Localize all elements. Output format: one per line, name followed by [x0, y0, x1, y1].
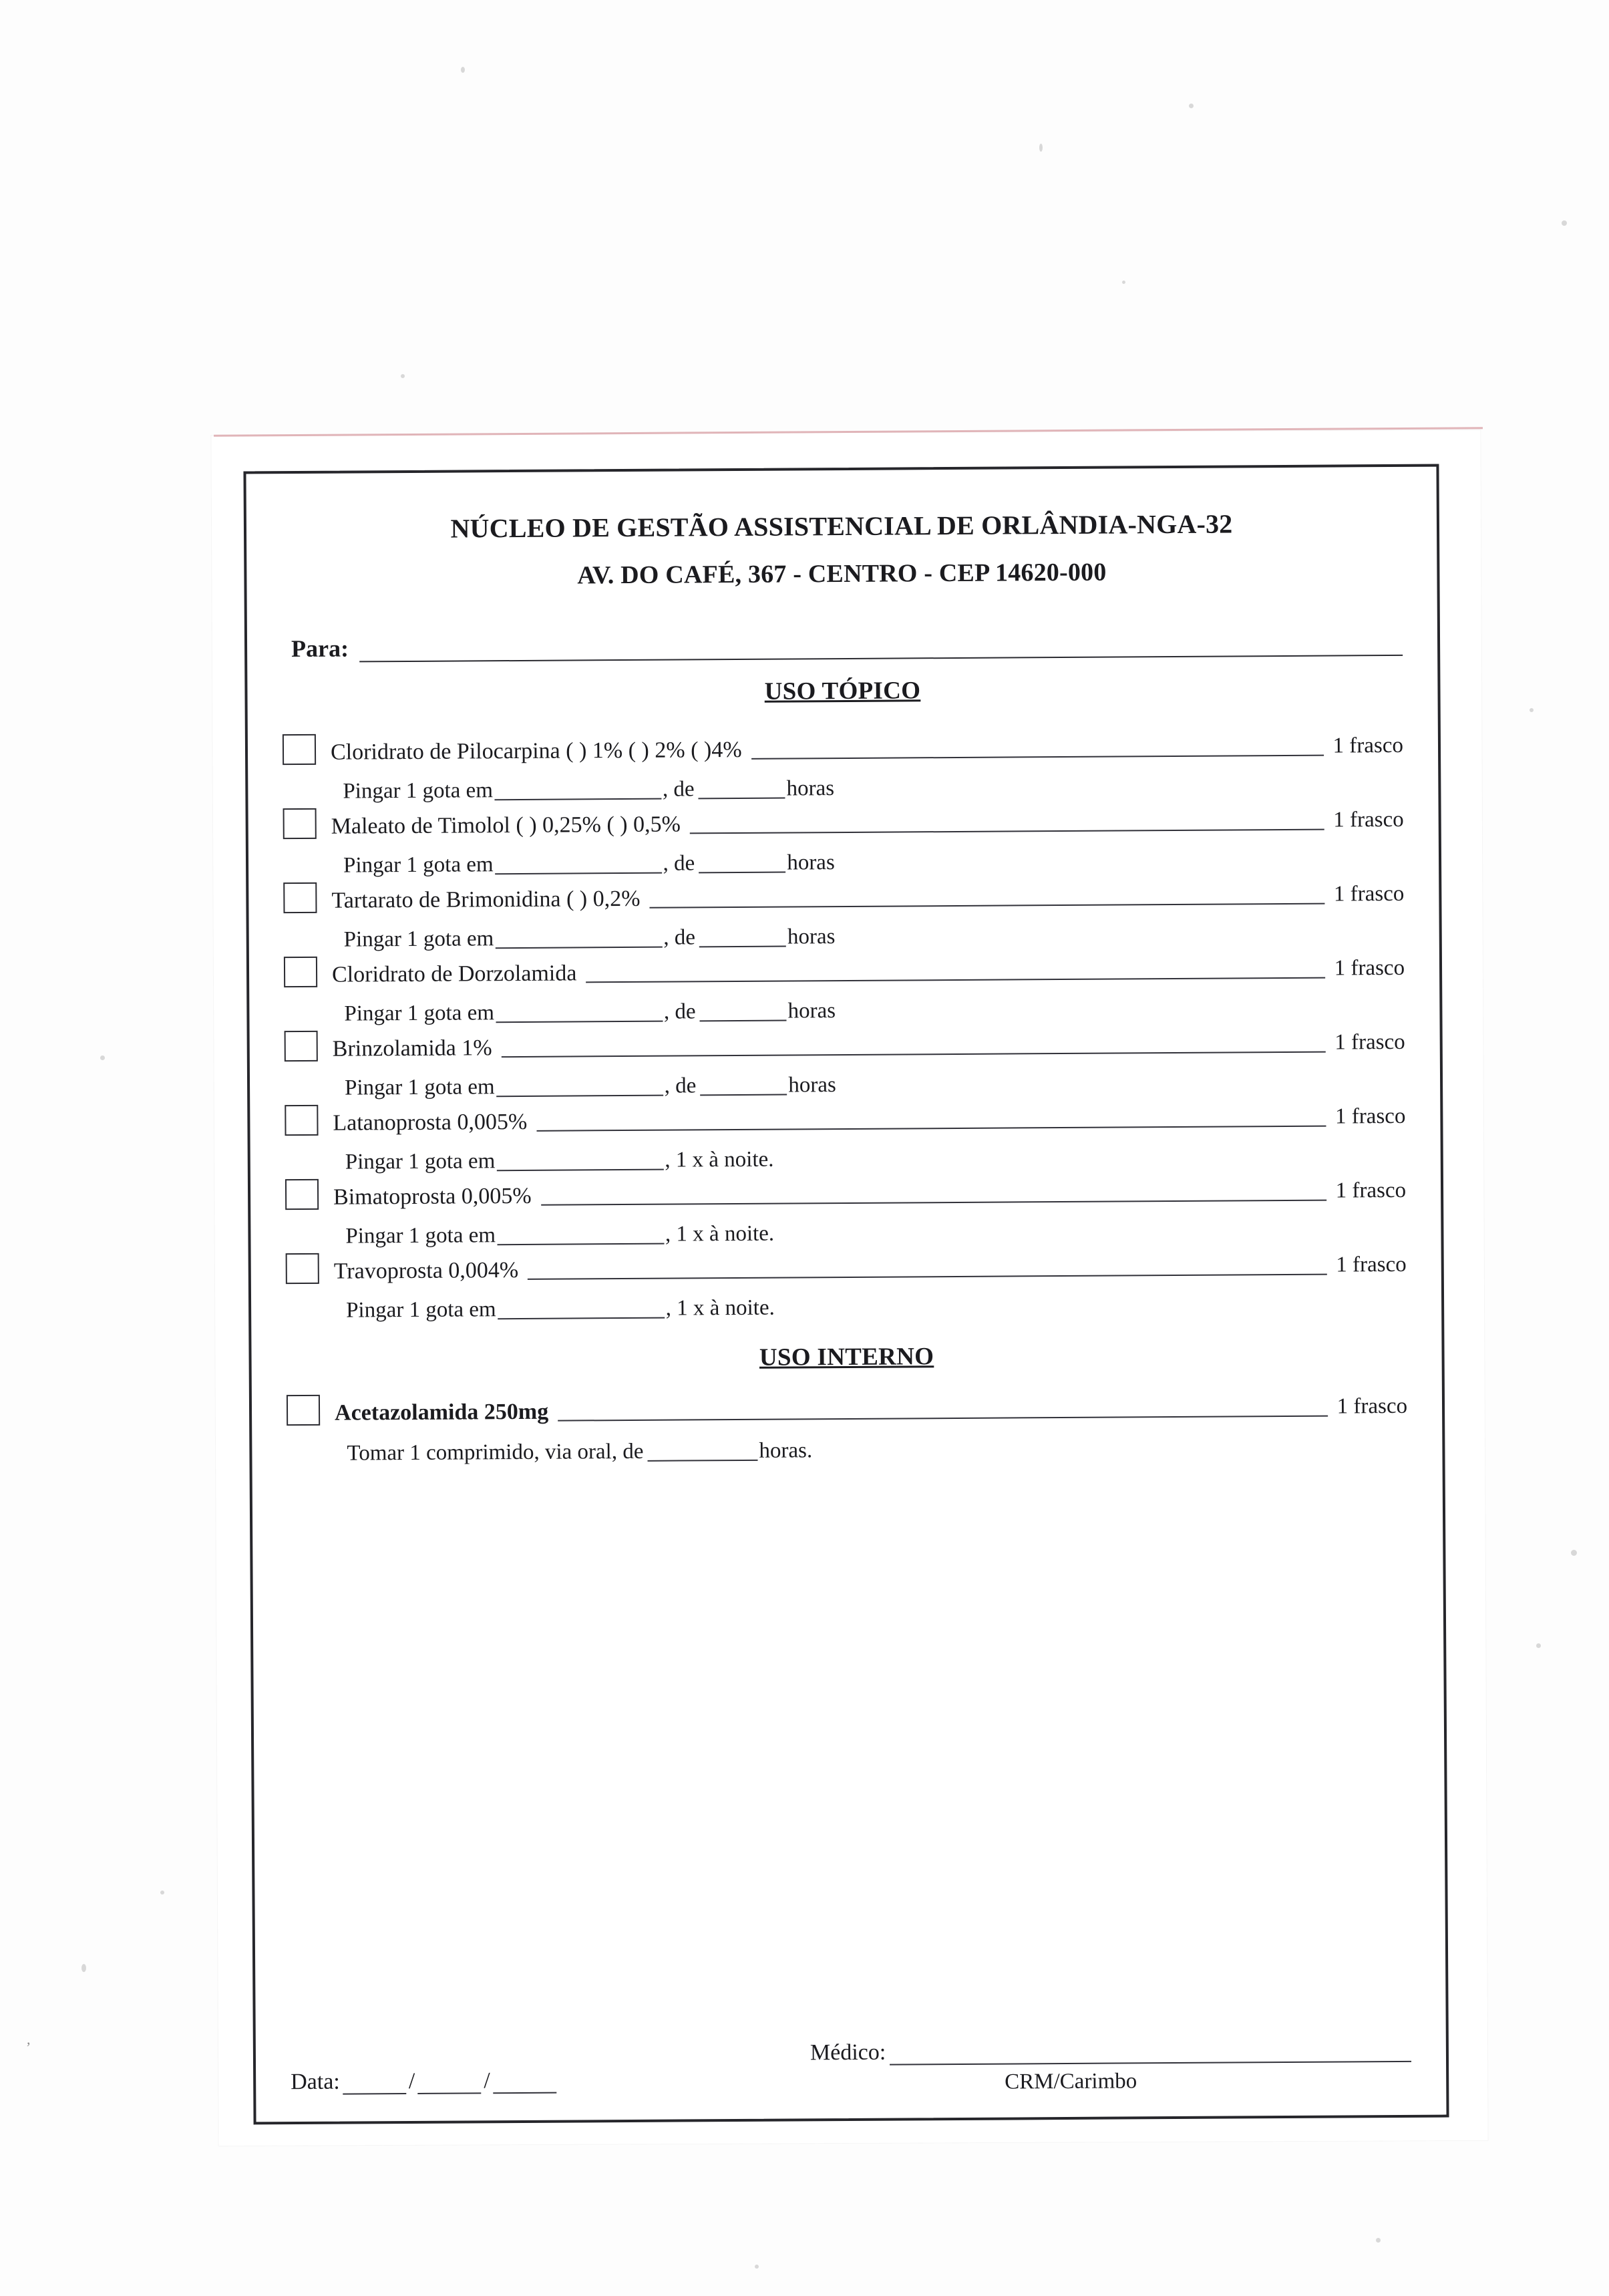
- dose-prefix: Pingar 1 gota em: [343, 778, 494, 804]
- scan-artifact: [401, 374, 405, 378]
- dose-prefix: Pingar 1 gota em: [344, 1075, 495, 1100]
- drug-fill-line[interactable]: [541, 1181, 1326, 1206]
- date-year-input[interactable]: [493, 2075, 556, 2094]
- checkbox-dorzolamida[interactable]: [284, 957, 317, 987]
- checkbox-timolol[interactable]: [283, 808, 317, 839]
- scan-artifact: [100, 1055, 105, 1060]
- clinic-name: NÚCLEO DE GESTÃO ASSISTENCIAL DE ORLÂNDIA-NGA-32: [450, 508, 1233, 544]
- dose-site-input[interactable]: [496, 1078, 663, 1098]
- drug-name: Maleato de Timolol ( ) 0,25% ( ) 0,5%: [331, 812, 681, 840]
- drug-name: Brinzolamida 1%: [332, 1035, 492, 1062]
- dose-prefix: Pingar 1 gota em: [345, 1223, 496, 1249]
- drug-quantity: 1 frasco: [1333, 881, 1405, 907]
- dose-suffix: horas: [787, 999, 836, 1023]
- checkbox-brinzolamida[interactable]: [285, 1031, 318, 1061]
- dose-hours-input[interactable]: [699, 929, 786, 948]
- scan-artifact: [461, 67, 465, 73]
- scan-artifact: [755, 2265, 759, 2269]
- drug-fill-line[interactable]: [528, 1255, 1326, 1280]
- drug-name: Bimatoprosta 0,005%: [333, 1184, 532, 1210]
- checkbox-travoprosta[interactable]: [286, 1253, 319, 1284]
- drug-name: Tartarato de Brimonidina ( ) 0,2%: [331, 886, 641, 914]
- dose-suffix: horas: [788, 1073, 836, 1098]
- section-title-interno: USO INTERNO: [759, 1343, 934, 1371]
- scan-artifact: [1571, 1550, 1577, 1556]
- dose-hours-input[interactable]: [700, 1003, 787, 1022]
- checkbox-bimatoprosta[interactable]: [285, 1179, 319, 1210]
- drug-fill-line[interactable]: [502, 1033, 1326, 1058]
- patient-field-row: [282, 628, 1403, 663]
- drug-item: [283, 876, 1405, 953]
- drug-item: [285, 1172, 1407, 1249]
- scan-artifact: [1039, 144, 1043, 152]
- date-label: Data:: [291, 2069, 340, 2095]
- internal-drug-list: [287, 1388, 1408, 1466]
- drug-item: [285, 1024, 1406, 1101]
- crm-label: CRM/Carimbo: [1005, 2069, 1137, 2094]
- doctor-field: [810, 2037, 1411, 2096]
- drug-quantity: 1 frasco: [1336, 1252, 1407, 1277]
- dose-prefix: Pingar 1 gota em: [343, 852, 494, 878]
- dose-suffix: horas: [786, 776, 835, 801]
- scan-artifact: [160, 1891, 164, 1895]
- checkbox-latanoprosta[interactable]: [285, 1105, 318, 1136]
- dose-middle: , de: [664, 1074, 697, 1098]
- checkbox-pilocarpina[interactable]: [283, 734, 316, 765]
- drug-fill-line[interactable]: [690, 810, 1324, 834]
- drug-fill-line[interactable]: [751, 736, 1324, 760]
- dose-middle: , 1 x à noite.: [665, 1147, 774, 1172]
- dose-site-input[interactable]: [498, 1300, 665, 1320]
- doctor-label: Médico:: [810, 2039, 886, 2066]
- dose-hours-input[interactable]: [699, 780, 785, 800]
- drug-fill-line[interactable]: [536, 1107, 1326, 1132]
- dose-suffix: horas.: [759, 1438, 813, 1463]
- dose-middle: , de: [663, 925, 696, 950]
- prescription-form: [243, 464, 1449, 2125]
- patient-input[interactable]: [359, 632, 1403, 663]
- doctor-signature-input[interactable]: [890, 2042, 1411, 2066]
- dose-middle: , de: [663, 851, 695, 876]
- dose-site-input[interactable]: [494, 781, 661, 801]
- scan-artifact: [1536, 1643, 1541, 1648]
- drug-quantity: 1 frasco: [1332, 733, 1404, 758]
- drug-item: [285, 1098, 1406, 1175]
- dose-prefix: Pingar 1 gota em: [344, 1001, 495, 1026]
- dose-prefix: Pingar 1 gota em: [343, 927, 494, 952]
- dose-prefix: Pingar 1 gota em: [346, 1297, 496, 1323]
- dose-prefix: Tomar 1 comprimido, via oral, de: [347, 1439, 644, 1466]
- dose-prefix: Pingar 1 gota em: [345, 1149, 496, 1174]
- drug-quantity: 1 frasco: [1334, 955, 1405, 981]
- scan-artifact: [1530, 708, 1534, 712]
- drug-fill-line[interactable]: [649, 884, 1324, 909]
- checkbox-brimonidina[interactable]: [283, 882, 317, 913]
- drug-name: Cloridrato de Pilocarpina ( ) 1% ( ) 2% ( )4%: [330, 737, 742, 766]
- dose-middle: , 1 x à noite.: [665, 1295, 775, 1321]
- patient-label: Para:: [291, 635, 349, 663]
- dose-site-input[interactable]: [495, 855, 662, 875]
- date-separator-1: /: [408, 2068, 415, 2094]
- scan-artifact: [1562, 220, 1567, 226]
- section-title-topico: USO TÓPICO: [764, 677, 921, 705]
- dose-site-input[interactable]: [495, 929, 662, 949]
- drug-quantity: 1 frasco: [1336, 1393, 1408, 1419]
- dose-hours-input[interactable]: [699, 854, 785, 874]
- drug-name: Travoprosta 0,004%: [333, 1258, 519, 1284]
- drug-quantity: 1 frasco: [1333, 807, 1404, 832]
- form-footer: [291, 2037, 1411, 2099]
- dose-hours-input[interactable]: [700, 1077, 787, 1096]
- checkbox-acetazolamida[interactable]: [287, 1395, 320, 1426]
- drug-quantity: 1 frasco: [1334, 1104, 1406, 1129]
- dose-middle: , 1 x à noite.: [665, 1221, 775, 1247]
- drug-item: [287, 1388, 1408, 1466]
- dose-middle: , de: [663, 999, 696, 1024]
- scan-artifact: [81, 1964, 86, 1972]
- drug-name: Acetazolamida 250mg: [334, 1400, 549, 1426]
- drug-item: [283, 727, 1404, 804]
- dose-site-input[interactable]: [496, 1152, 663, 1172]
- dose-site-input[interactable]: [497, 1226, 664, 1246]
- drug-item: [284, 950, 1405, 1027]
- drug-fill-line[interactable]: [558, 1397, 1328, 1422]
- scan-artifact: ,: [27, 2031, 31, 2047]
- date-separator-2: /: [484, 2068, 490, 2094]
- dose-suffix: horas: [787, 925, 836, 949]
- topical-drug-list: [283, 727, 1407, 1323]
- dose-hours-input[interactable]: [647, 1442, 757, 1462]
- drug-fill-line[interactable]: [586, 959, 1324, 983]
- dose-middle: , de: [662, 777, 695, 802]
- dose-site-input[interactable]: [496, 1003, 663, 1023]
- drug-item: [283, 802, 1405, 878]
- scan-artifact: [1122, 281, 1125, 284]
- scan-artifact: [1189, 104, 1194, 108]
- date-day-input[interactable]: [343, 2076, 406, 2095]
- drug-item: [286, 1247, 1407, 1323]
- date-field: [291, 2068, 559, 2099]
- drug-quantity: 1 frasco: [1334, 1029, 1405, 1055]
- drug-name: Cloridrato de Dorzolamida: [331, 961, 577, 988]
- drug-quantity: 1 frasco: [1335, 1178, 1407, 1203]
- dose-suffix: horas: [787, 850, 835, 875]
- date-month-input[interactable]: [417, 2075, 481, 2094]
- scan-artifact: [1376, 2238, 1381, 2243]
- drug-name: Latanoprosta 0,005%: [333, 1110, 528, 1136]
- clinic-address: AV. DO CAFÉ, 367 - CENTRO - CEP 14620-000: [577, 558, 1107, 590]
